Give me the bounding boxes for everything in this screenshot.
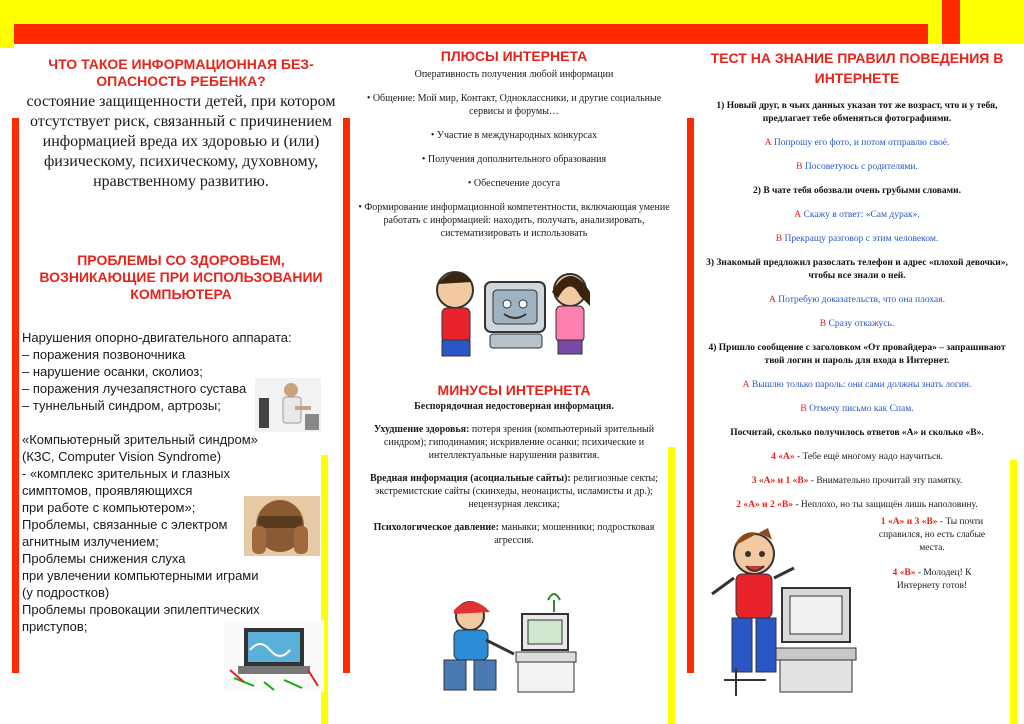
list-item: при работе с компьютером»; — [22, 500, 196, 515]
list-item: «Компьютерный зрительный синдром» — [22, 432, 258, 447]
answer-text: Вышлю только пароль: они сами должны знать логин. — [751, 380, 972, 390]
right-panel — [700, 48, 1014, 512]
list-item: при увлечении компьютерными играми — [22, 568, 259, 583]
answer-b[interactable] — [700, 318, 1014, 331]
list-item: Проблемы снижения слуха — [22, 551, 186, 566]
answer-letter: В — [796, 162, 803, 172]
corner-red-stripe — [942, 0, 960, 44]
answer-b[interactable] — [700, 233, 1014, 246]
answer-a[interactable] — [700, 379, 1014, 392]
cons-item-text: маньяки; мошенники; подростковая агрессия. — [494, 522, 655, 546]
answer-letter: А — [742, 380, 750, 390]
cons-item-text: потеря зрения (компьютерный зрительный синдром); гиподинамия; искривление осанки; психические и интеллектуальные нарушения развития. — [383, 424, 655, 461]
list-item: – поражения позвоночника — [22, 347, 186, 362]
result-text: - Внимательно прочитай эту памятку. — [808, 476, 963, 486]
list-item: – туннельный синдром, артрозы; — [22, 398, 221, 413]
info-safety-heading: ЧТО ТАКОЕ ИНФОРМАЦИОННАЯ БЕЗ-ОПАСНОСТЬ РЕБЕНКА? — [48, 56, 314, 89]
cons-item-label: Ухудшение здоровья: — [373, 424, 470, 435]
health-problems-heading: ПРОБЛЕМЫ СО ЗДОРОВЬЕМ, ВОЗНИКАЮЩИЕ ПРИ ИСПОЛЬЗОВАНИИ КОМПЬЮТЕРА — [39, 252, 323, 302]
test-question: 4) Пришло сообщение с заголовком «От провайдера» – запрашивают твой логин и пароль для входа в Интернет. — [708, 343, 1006, 366]
list-item: приступов; — [22, 619, 88, 634]
answer-text: Потребую доказательств, что она плохая. — [778, 295, 945, 305]
internet-pros-lead: Оперативность получения любой информации — [414, 69, 614, 80]
answer-letter: А — [794, 210, 802, 220]
list-item: – поражения лучезапястного сустава — [22, 381, 247, 396]
answer-letter: А — [769, 295, 776, 305]
laptop-eeg-photo — [224, 620, 324, 692]
right-red-stripe — [687, 118, 694, 673]
answer-b[interactable] — [700, 161, 1014, 174]
answer-a[interactable] — [700, 209, 1014, 222]
answer-text: Скажу в ответ: «Сам дурак». — [803, 210, 920, 220]
test-question: 3) Знакомый предложил разослать телефон и адрес «плохой девочки», чтобы все знали о ней. — [706, 258, 1008, 281]
internet-cons-section — [358, 382, 670, 547]
result-line — [700, 451, 1014, 464]
excited-user-illustration — [706, 518, 866, 698]
answer-text: Попрошу его фото, и потом отправлю своё. — [773, 138, 950, 148]
cons-item — [358, 423, 670, 462]
pros-item: • Общение: Мой мир, Контакт, Одноклассники, и другие социальные сервисы и форумы… — [366, 93, 662, 117]
answer-text: Прекращу разговор с этим человеком. — [784, 234, 939, 244]
answer-letter: В — [819, 319, 827, 329]
result-text: - Неплохо, но ты защищён лишь наполовину. — [792, 500, 978, 510]
internet-cons-heading: МИНУСЫ ИНТЕРНЕТА — [437, 382, 591, 398]
info-safety-definition: состояние защищенности детей, при котором отсутствует риск, связанный с причинением информацией вреда их здоровью и (или) физическому, психическому, духовному, нравственному развитию. — [26, 93, 336, 190]
cons-item-text: религиозные секты; экстремистские сайты (скинхеды, неонацисты, исламисты и др.); нецензурная лексика; — [375, 473, 659, 510]
health-problems-list — [22, 329, 340, 635]
internet-pros-heading: ПЛЮСЫ ИНТЕРНЕТА — [440, 48, 588, 64]
tired-user-illustration — [430, 588, 580, 698]
list-item: (у подростков) — [22, 585, 110, 600]
middle-panel — [358, 48, 670, 240]
middle-red-stripe — [343, 118, 350, 673]
answer-letter: В — [775, 234, 783, 244]
internet-cons-lead: Беспорядочная недостоверная информация. — [414, 401, 614, 412]
list-item: (КЗС, Computer Vision Syndrome) — [22, 449, 222, 464]
answer-a[interactable] — [700, 294, 1014, 307]
list-item: Нарушения опорно-двигательного аппарата: — [22, 330, 292, 345]
cons-item — [358, 521, 670, 547]
result-text: - Молодец! К Интернету готов! — [896, 568, 972, 591]
list-item: Проблемы провокации эпилептических — [22, 602, 260, 617]
list-item: агнитным излучением; — [22, 534, 159, 549]
back-pain-photo — [255, 378, 321, 432]
left-red-stripe — [12, 118, 19, 673]
answer-letter: А — [764, 138, 772, 148]
test-heading: ТЕСТ НА ЗНАНИЕ ПРАВИЛ ПОВЕДЕНИЯ В ИНТЕРНЕТЕ — [710, 50, 1004, 86]
list-item: – нарушение осанки, сколиоз; — [22, 364, 203, 379]
top-red-band — [14, 24, 942, 44]
results-continued — [872, 516, 992, 593]
cons-item — [358, 472, 670, 511]
result-line — [872, 516, 992, 555]
answer-text: Сразу откажусь. — [828, 319, 895, 329]
result-text: - Тебе ещё многому надо научиться. — [794, 452, 943, 462]
answer-text: Посоветуюсь с родителями. — [804, 162, 918, 172]
result-key: 4 «А» — [771, 452, 795, 462]
answer-letter: В — [800, 404, 807, 414]
kids-computer-illustration — [430, 262, 595, 362]
eye-strain-photo — [244, 496, 320, 556]
list-item: симптомов, проявляющихся — [22, 483, 193, 498]
result-line — [700, 499, 1014, 512]
test-question: 1) Новый друг, в чьих данных указан тот же возраст, что и у тебя, предлагает тебе обменяться фотографиями. — [716, 101, 998, 124]
count-prompt: Посчитай, сколько получилось ответов «А» и сколько «В». — [730, 428, 984, 438]
answer-text: Отмечу письмо как Спам. — [809, 404, 914, 414]
pros-item: • Участие в международных конкурсах — [430, 130, 598, 141]
result-key: 2 «А» и 2 «В» — [736, 500, 793, 510]
test-question: 2) В чате тебя обозвали очень грубыми словами. — [753, 186, 961, 196]
cons-item-label: Вредная информация (асоциальные сайты): — [369, 473, 571, 484]
pros-item: • Формирование информационной компетентности, включающая умение работать с информацией: находить, получать, анализировать, систематизировать и использовать — [358, 202, 670, 239]
pros-item: • Получения дополнительного образования — [421, 154, 607, 165]
cons-item-label: Психологическое давление: — [373, 522, 499, 533]
result-key: 1 «А» и 3 «В» — [880, 517, 938, 527]
answer-a[interactable] — [700, 137, 1014, 150]
list-item: - «комплекс зрительных и глазных — [22, 466, 231, 481]
result-line — [872, 567, 992, 593]
result-line — [700, 475, 1014, 488]
result-text: - Ты почти справился, но есть слабые места. — [878, 517, 986, 553]
top-left-yellow-block — [0, 28, 14, 48]
result-key: 4 «В» — [892, 568, 916, 578]
pros-item: • Обеспечение досуга — [467, 178, 561, 189]
result-key: 3 «А» и 1 «В» — [751, 476, 809, 486]
list-item: Проблемы, связанные с электром — [22, 517, 228, 532]
answer-b[interactable] — [700, 403, 1014, 416]
